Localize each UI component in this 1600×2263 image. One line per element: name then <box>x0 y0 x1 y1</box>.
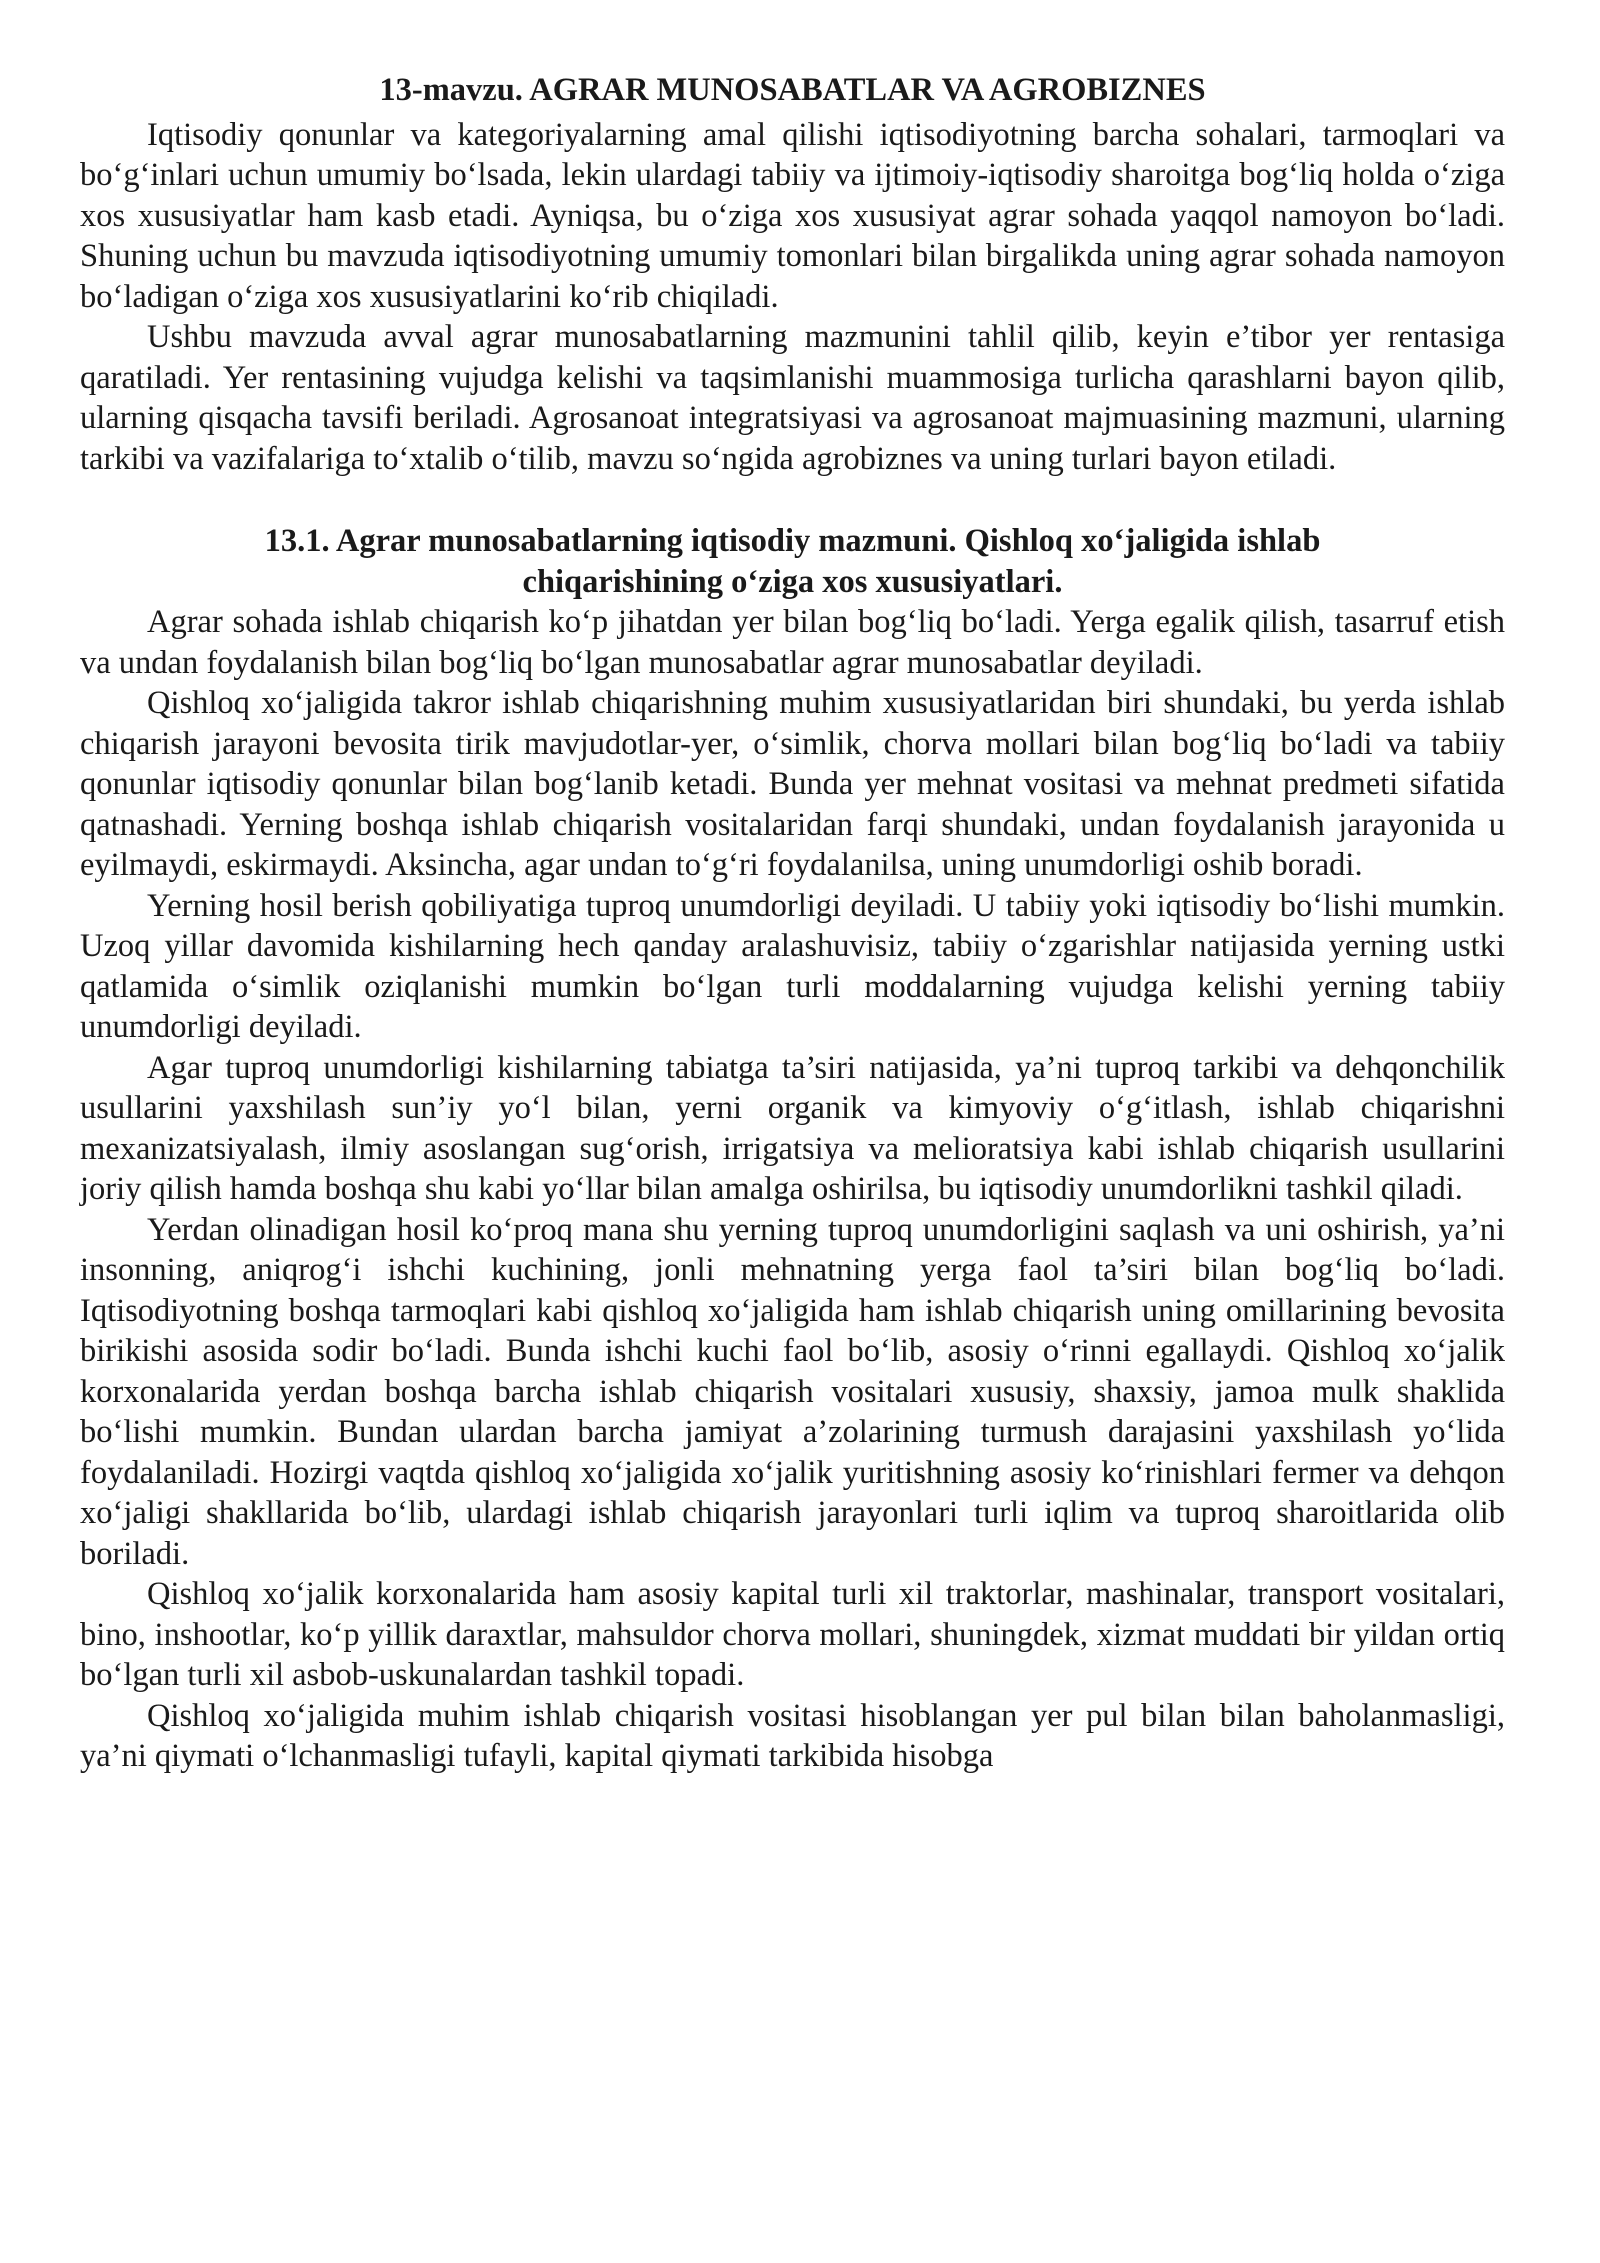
section-paragraph-4: Agar tuproq unumdorligi kishilarning tabiatga ta’siri natijasida, ya’ni tuproq tarkibi va dehqonchilik usullarini yaxshilash sun’iy yo‘l bilan, yerni organik va kimyoviy o‘g‘itlash, ishlab chiqarishni mexanizatsiyalash, ilmiy asoslangan sug‘orish, irrigatsiya va melioratsiya kabi ishlab chiqarish usullarini joriy qilish hamda boshqa shu kabi yo‘llar bilan amalga oshirilsa, bu iqtisodiy unumdorlikni tashkil qiladi. <box>80 1049 1505 1207</box>
section-title-line-2: chiqarishining o‘ziga xos xususiyatlari. <box>522 563 1063 600</box>
intro-paragraph-2: Ushbu mavzuda avval agrar munosabatlarning mazmunini tahlil qilib, keyin e’tibor yer rentasiga qaratiladi. Yer rentasining vujudga kelishi va taqsimlanishi muammosiga turlicha qarashlarni bayon qilib, ularning qisqacha tavsifi beriladi. Agrosanoat integratsiyasi va agrosanoat majmuasining mazmuni, ularning tarkibi va vazifalariga to‘xtalib o‘tilib, mavzu so‘ngida agrobiznes va uning turlari bayon etiladi. <box>80 319 1505 477</box>
section-paragraph-1: Agrar sohada ishlab chiqarish ko‘p jihatdan yer bilan bog‘liq bo‘ladi. Yerga egalik qilish, tasarruf etish va undan foydalanish bilan bog‘liq bo‘lgan munosabatlar agrar munosabatlar deyiladi. <box>80 604 1505 681</box>
document-page <box>80 70 1505 1777</box>
section-paragraph-6: Qishloq xo‘jalik korxonalarida ham asosiy kapital turli xil traktorlar, mashinalar, transport vositalari, bino, inshootlar, ko‘p yillik daraxtlar, mahsuldor chorva mollari, shuningdek, xizmat muddati bir yildan ortiq bo‘lgan turli xil asbob-uskunalardan tashkil topadi. <box>80 1576 1505 1693</box>
section-paragraph-3: Yerning hosil berish qobiliyatiga tuproq unumdorligi deyiladi. U tabiiy yoki iqtisodiy bo‘lishi mumkin. Uzoq yillar davomida kishilarning hech qanday aralashuvisiz, tabiiy o‘zgarishlar natijasida yerning ustki qatlamida o‘simlik oziqlanishi mumkin bo‘lgan turli moddalarning vujudga kelishi yerning tabiiy unumdorligi deyiladi. <box>80 887 1505 1045</box>
section-paragraph-2: Qishloq xo‘jaligida takror ishlab chiqarishning muhim xususiyatlaridan biri shundaki, bu yerda ishlab chiqarish jarayoni bevosita tirik mavjudotlar-yer, o‘simlik, chorva mollari bilan bog‘liq bo‘ladi va tabiiy qonunlar iqtisodiy qonunlar bilan bog‘lanib ketadi. Bunda yer mehnat vositasi va mehnat predmeti sifatida qatnashadi. Yerning boshqa ishlab chiqarish vositalaridan farqi shundaki, undan foydalanish jarayonida u eyilmaydi, eskirmaydi. Aksincha, agar undan to‘g‘ri foydalanilsa, uning unumdorligi oshib boradi. <box>80 685 1505 883</box>
section-title-line-1: 13.1. Agrar munosabatlarning iqtisodiy mazmuni. Qishloq xo‘jaligida ishlab <box>264 523 1321 559</box>
document-title: 13-mavzu. AGRAR MUNOSABATLAR VA AGROBIZNES <box>379 72 1206 108</box>
intro-paragraph-1: Iqtisodiy qonunlar va kategoriyalarning amal qilishi iqtisodiyotning barcha sohalari, tarmoqlari va bo‘g‘inlari uchun umumiy bo‘lsada, lekin ulardagi tabiiy va ijtimoiy-iqtisodiy sharoitga bog‘liq holda o‘ziga xos xususiyatlar ham kasb etadi. Ayniqsa, bu o‘ziga xos xususiyat agrar sohada yaqqol namoyon bo‘ladi. Shuning uchun bu mavzuda iqtisodiyotning umumiy tomonlari bilan birgalikda uning agrar sohada namoyon bo‘ladigan o‘ziga xos xususiyatlarini ko‘rib chiqiladi. <box>80 116 1505 315</box>
section-paragraph-5: Yerdan olinadigan hosil ko‘proq mana shu yerning tuproq unumdorligini saqlash va uni oshirish, ya’ni insonning, aniqrog‘i ishchi kuchining, jonli mehnatning yerga faol ta’siri bilan bog‘liq bo‘ladi. Iqtisodiyotning boshqa tarmoqlari kabi qishloq xo‘jaligida ham ishlab chiqarish uning omillarining bevosita birikishi asosida sodir bo‘ladi. Bunda ishchi kuchi faol bo‘lib, asosiy o‘rinni egallaydi. Qishloq xo‘jalik korxonalarida yerdan boshqa barcha ishlab chiqarish vositalari xususiy, shaxsiy, jamoa mulk shaklida bo‘lishi mumkin. Bundan ulardan barcha jamiyat a’zolarining turmush darajasini yaxshilash yo‘lida foydalaniladi. Hozirgi vaqtda qishloq xo‘jaligida xo‘jalik yuritishning asosiy ko‘rinishlari fermer va dehqon xo‘jaligi shakllarida bo‘lib, ulardagi ishlab chiqarish jarayonlari turli iqlim va tuproq sharoitlarida olib boriladi. <box>80 1211 1505 1572</box>
section-paragraph-7: Qishloq xo‘jaligida muhim ishlab chiqarish vositasi hisoblangan yer pul bilan bilan baholanmasligi, ya’ni qiymati o‘lchanmasligi tufayli, kapital qiymati tarkibida hisobga <box>80 1697 1505 1774</box>
section-title <box>80 521 1505 602</box>
